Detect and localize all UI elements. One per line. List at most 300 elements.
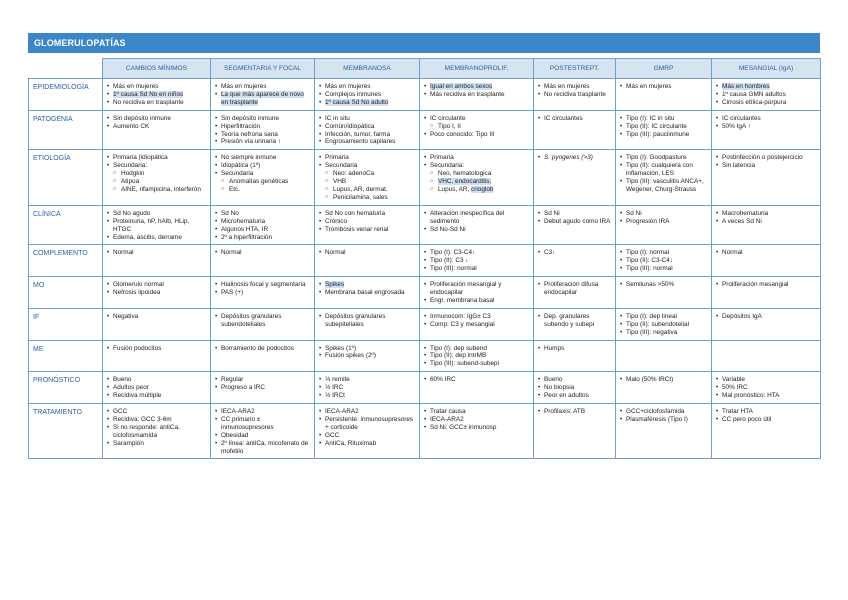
list-item xyxy=(215,416,310,432)
item-text: Recidiva: GCC 3-6m xyxy=(113,415,172,423)
list-item xyxy=(319,384,415,392)
list-item xyxy=(215,131,310,139)
item-text: C3↓ xyxy=(544,249,556,257)
column-header: MEMBRANOPROLIF. xyxy=(420,59,534,79)
item-text: 2º línea: antiCa, micofenato de mofetilo xyxy=(221,439,309,455)
item-text: Aumento CK xyxy=(113,122,150,130)
list-item xyxy=(424,162,529,170)
list-item xyxy=(107,281,206,289)
table-cell xyxy=(211,205,315,245)
item-text: Sd Ni xyxy=(626,209,642,217)
list-item xyxy=(107,83,206,91)
table-cell xyxy=(315,340,420,372)
item-text: Proliferación mesangial xyxy=(722,281,789,289)
list-item xyxy=(107,313,206,321)
table-cell xyxy=(420,205,534,245)
list-item xyxy=(319,123,415,131)
list-item xyxy=(620,408,707,416)
item-text: GCC xyxy=(113,408,128,415)
item-text: Más recidiva en trasplante xyxy=(430,90,505,98)
item-text: Cirrosis etílica-púrpura xyxy=(722,98,787,106)
header-row xyxy=(29,59,821,79)
item-text: Tipo (III): pauciinmune xyxy=(626,130,690,138)
table-cell xyxy=(315,205,420,245)
list-item xyxy=(538,154,611,162)
item-text: Tipo (II): cualquiera con inflamación, LES xyxy=(626,162,693,178)
table-cell xyxy=(211,404,315,459)
table-cell xyxy=(712,308,821,340)
item-text: GCC+ciclofosfamida xyxy=(626,408,685,415)
item-text: Tipo (I): dep subend xyxy=(430,344,487,352)
list-item xyxy=(716,115,816,123)
table-cell xyxy=(420,277,534,309)
item-text: Sd Ni: GCC± inmunosp xyxy=(430,423,497,431)
list-item xyxy=(107,384,206,392)
table-cell xyxy=(103,340,211,372)
item-text: Más en hombres xyxy=(722,83,770,90)
item-text: Proliferación difusa endocapilar xyxy=(544,281,599,297)
item-text: Lupus, AR, dermat. xyxy=(333,185,388,193)
list-item xyxy=(620,321,707,329)
item-text: 1º causa GMN adultos xyxy=(722,90,786,98)
list-item xyxy=(538,345,611,353)
table-cell xyxy=(616,340,712,372)
list-item xyxy=(107,123,206,131)
list-item xyxy=(538,249,611,257)
item-text: 1º causa Sd No adulto xyxy=(325,98,389,106)
item-text: Dep. granulares subendo y subepi xyxy=(544,312,595,328)
table-cell xyxy=(315,150,420,205)
item-text: Edema, ascitis, derrame xyxy=(113,233,182,241)
table-cell xyxy=(211,79,315,111)
item-text: Primaria xyxy=(325,154,349,162)
list-item xyxy=(424,249,529,257)
table-cell xyxy=(712,110,821,150)
item-text: Secundaria: xyxy=(430,162,465,170)
item-text: Normal xyxy=(325,249,346,257)
list-item xyxy=(215,345,310,353)
list-item xyxy=(716,281,816,289)
table-row xyxy=(29,404,821,459)
highlight: crioglob xyxy=(471,185,494,193)
item-text: Debut agudo como IRA xyxy=(544,217,611,225)
list-item xyxy=(538,408,611,416)
item-text: S. pyogenes (>3) xyxy=(544,154,593,162)
list-item xyxy=(215,123,310,131)
table-cell xyxy=(420,372,534,404)
list-item xyxy=(538,91,611,99)
list-item xyxy=(620,178,707,194)
item-text: ⅓ remite xyxy=(325,376,350,384)
list-item xyxy=(319,210,415,218)
row-header: PATOGENIA xyxy=(29,110,103,150)
item-text: Normal xyxy=(221,249,242,257)
list-item xyxy=(620,83,707,91)
item-text: Secundaria: xyxy=(113,162,148,170)
table-cell xyxy=(712,372,821,404)
table-cell xyxy=(103,308,211,340)
list-item xyxy=(319,99,415,107)
list-item xyxy=(424,154,529,162)
list-item xyxy=(620,257,707,265)
table-cell xyxy=(211,277,315,309)
table-cell xyxy=(103,245,211,277)
item-text: CC pero poco útil xyxy=(722,415,772,423)
item-text: Sd No xyxy=(221,209,239,217)
row-header: CLÍNICA xyxy=(29,205,103,245)
list-item xyxy=(215,170,310,178)
list-item xyxy=(215,226,310,234)
table-row xyxy=(29,79,821,111)
item-text: IC circulante xyxy=(430,114,466,122)
list-item xyxy=(716,313,816,321)
list-item xyxy=(107,234,206,242)
table-cell xyxy=(211,372,315,404)
table-cell xyxy=(211,340,315,372)
list-item xyxy=(319,91,415,99)
item-text: Spikes xyxy=(325,281,345,289)
table-cell xyxy=(616,150,712,205)
glomerulopathy-table xyxy=(28,58,821,459)
page-title: GLOMERULOPATÍAS xyxy=(28,33,820,53)
list-item xyxy=(424,265,529,273)
item-text: Tipo (I): Goodpasture xyxy=(626,154,687,162)
table-cell xyxy=(420,245,534,277)
item-text: Tipo (I): dep lineal xyxy=(626,312,677,320)
item-text: 50% IRC xyxy=(722,384,748,392)
table-cell xyxy=(616,308,712,340)
item-text: Sd No agudo xyxy=(113,209,151,217)
table-cell xyxy=(315,79,420,111)
list-item xyxy=(424,131,529,139)
list-item xyxy=(107,162,206,170)
table-cell xyxy=(420,308,534,340)
row-header: ETIOLOGÍA xyxy=(29,150,103,205)
list-item xyxy=(319,392,415,400)
list-item xyxy=(620,313,707,321)
list-item xyxy=(215,376,310,384)
table-cell xyxy=(534,340,616,372)
item-text: Recidiva múltiple xyxy=(113,392,162,400)
table-cell xyxy=(211,245,315,277)
list-item xyxy=(319,416,415,432)
list-item xyxy=(620,281,707,289)
item-text: Secundaria xyxy=(325,162,358,170)
row-header: MO xyxy=(29,277,103,309)
item-text: Sd Ni xyxy=(544,209,560,217)
item-text: Tipo (III): vasculitis ANCA+, Wegener, Churg-Strauss xyxy=(626,178,704,193)
item-text: Sin depósito inmune xyxy=(113,114,171,122)
item-text: 50% IgA ↑ xyxy=(722,122,751,130)
list-item xyxy=(620,249,707,257)
item-text: ⅓ IRCt xyxy=(325,392,345,400)
table-cell xyxy=(534,110,616,150)
page xyxy=(28,33,820,459)
list-item xyxy=(319,131,415,139)
row-header: IF xyxy=(29,308,103,340)
item-text: Glomerulo normal xyxy=(113,281,164,289)
list-item xyxy=(424,352,529,360)
item-text: Fusión podocitos xyxy=(113,344,162,352)
list-item xyxy=(424,226,529,234)
list-item xyxy=(716,210,816,218)
list-item xyxy=(215,210,310,218)
item-text: IC in situ xyxy=(325,114,350,122)
list-item xyxy=(215,186,310,194)
list-item xyxy=(215,289,310,297)
item-text: Neo, hematologica xyxy=(438,170,492,178)
item-text: Tipo (II): dep intrMB xyxy=(430,352,487,360)
list-item xyxy=(215,178,310,186)
table-cell xyxy=(420,79,534,111)
table-cell xyxy=(103,372,211,404)
list-item xyxy=(319,194,415,202)
table-row xyxy=(29,150,821,205)
list-item xyxy=(107,289,206,297)
item-text: Sarampión xyxy=(113,439,144,447)
item-text: AINE, rifampicina, interferón xyxy=(121,185,201,193)
table-cell xyxy=(534,245,616,277)
column-header: GMRP xyxy=(616,59,712,79)
table-cell xyxy=(616,110,712,150)
item-text: Etc. xyxy=(229,185,241,193)
item-text: 1º causa Sd No en niños xyxy=(113,90,184,98)
item-text: Secundaria xyxy=(221,170,254,178)
list-item xyxy=(319,115,415,123)
item-text: Progresión IRA xyxy=(626,217,670,225)
table-cell xyxy=(712,340,821,372)
list-item xyxy=(319,313,415,329)
list-item xyxy=(319,432,415,440)
table-cell xyxy=(712,205,821,245)
list-item xyxy=(716,416,816,424)
table-cell xyxy=(211,110,315,150)
item-text: Más en mujeres xyxy=(626,83,672,90)
list-item xyxy=(215,440,310,456)
item-text: Teoría nefrona sana xyxy=(221,130,278,138)
list-item xyxy=(424,416,529,424)
table-cell xyxy=(315,308,420,340)
item-text: Neo: adenoCa xyxy=(333,170,375,178)
item-text: Bueno xyxy=(544,376,563,384)
list-item xyxy=(319,289,415,297)
list-item xyxy=(215,408,310,416)
item-text: Complejos inmunes xyxy=(325,90,382,98)
item-text: PAS (+) xyxy=(221,289,244,297)
table-row xyxy=(29,245,821,277)
table-row xyxy=(29,205,821,245)
item-text: La que más aparece de novo en trasplante xyxy=(221,90,304,106)
list-item xyxy=(424,424,529,432)
list-item xyxy=(319,138,415,146)
list-item xyxy=(107,440,206,448)
item-text: Trombosis venar renal xyxy=(325,225,389,233)
list-item xyxy=(620,115,707,123)
item-text: Si no responde: antiCa, ciclofosmamida xyxy=(113,423,180,439)
list-item xyxy=(107,392,206,400)
item-text: Borramiento de podocitos xyxy=(221,344,294,352)
row-header: TRATAMIENTO xyxy=(29,404,103,459)
list-item xyxy=(538,392,611,400)
column-header: CAMBIOS MÍNIMOS xyxy=(103,59,211,79)
list-item xyxy=(716,91,816,99)
table-cell xyxy=(534,404,616,459)
list-item xyxy=(620,416,707,424)
item-text: Tratar HTA xyxy=(722,408,753,415)
list-item xyxy=(319,408,415,416)
item-text: Inmunocom: IgG± C3 xyxy=(430,312,491,320)
item-text: Proliferación mesangial y endocapilar xyxy=(430,281,502,297)
item-text: Más en mujeres xyxy=(221,83,267,90)
table-cell xyxy=(315,277,420,309)
table-cell xyxy=(534,205,616,245)
item-text: No biopsia xyxy=(544,384,575,392)
corner-cell xyxy=(29,59,103,79)
table-row xyxy=(29,110,821,150)
list-item xyxy=(319,440,415,448)
item-text: Mal pronóstico: HTA xyxy=(722,392,780,400)
table-cell xyxy=(712,404,821,459)
item-text: Poco conocido: Tipo III xyxy=(430,130,495,138)
item-text: Algunos HTA, IR xyxy=(221,225,269,233)
list-item xyxy=(424,83,529,91)
table-cell xyxy=(712,245,821,277)
list-item xyxy=(107,170,206,178)
table-cell xyxy=(103,277,211,309)
table-cell xyxy=(103,150,211,205)
list-item xyxy=(107,154,206,162)
item-text: 60% IRC xyxy=(430,376,456,384)
list-item xyxy=(215,154,310,162)
list-item xyxy=(215,91,310,107)
item-text: IECA-ARA2 xyxy=(430,415,464,423)
item-text: Macrohematuria xyxy=(722,209,769,217)
list-item xyxy=(424,321,529,329)
list-item xyxy=(215,384,310,392)
list-item xyxy=(215,432,310,440)
table-cell xyxy=(420,404,534,459)
row-header: COMPLEMENTO xyxy=(29,245,103,277)
item-text: Normal xyxy=(113,249,134,257)
list-item xyxy=(716,154,816,162)
list-item xyxy=(424,297,529,305)
list-item xyxy=(319,281,415,289)
column-header: POSTESTREPT. xyxy=(534,59,616,79)
list-item xyxy=(716,218,816,226)
table-row xyxy=(29,340,821,372)
item-text: Idiopática (1º) xyxy=(221,162,261,170)
item-text: Más en mujeres xyxy=(544,83,590,90)
list-item xyxy=(424,91,529,99)
item-text: AntiCa, Rituximab xyxy=(325,439,377,447)
list-item xyxy=(319,178,415,186)
list-item xyxy=(319,83,415,91)
item-text: Presión vía urinaria ↑ xyxy=(221,138,282,146)
item-text: Tipo (II): C3 ↓ xyxy=(430,257,469,265)
list-item xyxy=(620,329,707,337)
list-item xyxy=(716,162,816,170)
column-header: MESANGIAL (IgA) xyxy=(712,59,821,79)
table-cell xyxy=(420,110,534,150)
list-item xyxy=(620,210,707,218)
item-text: Sin latencia xyxy=(722,162,756,170)
list-item xyxy=(215,234,310,242)
item-text: A veces Sd Ni xyxy=(722,217,762,225)
list-item xyxy=(107,99,206,107)
item-text: Nefrosis lipoidea xyxy=(113,289,161,297)
table-row xyxy=(29,308,821,340)
list-item xyxy=(319,186,415,194)
table-cell xyxy=(534,372,616,404)
item-text: Obesidad xyxy=(221,431,249,439)
list-item xyxy=(319,345,415,353)
item-text: No recidiva trasplante xyxy=(544,90,606,98)
table-cell xyxy=(616,404,712,459)
table-cell xyxy=(712,150,821,205)
item-text: CC primario ± inmunosupresores xyxy=(221,415,274,431)
item-text: Más en mujeres xyxy=(325,83,371,90)
item-text: Humps xyxy=(544,344,565,352)
table-cell xyxy=(315,110,420,150)
item-text: Regular xyxy=(221,376,244,384)
item-text: ⅓ IRC xyxy=(325,384,344,392)
item-text: IC circulantes xyxy=(544,114,583,122)
list-item xyxy=(215,281,310,289)
list-item xyxy=(107,115,206,123)
item-text: No siempre inmune xyxy=(221,154,277,162)
item-text: Membrana basal engrosada xyxy=(325,289,405,297)
list-item xyxy=(319,376,415,384)
table-cell xyxy=(211,308,315,340)
list-item xyxy=(424,186,529,194)
item-text: Fusión spikes (2º) xyxy=(325,352,376,360)
table-cell xyxy=(315,372,420,404)
list-item xyxy=(424,408,529,416)
item-text: Peor en adultos xyxy=(544,392,589,400)
item-text: No recidiva en trasplante xyxy=(113,98,184,106)
table-cell xyxy=(103,79,211,111)
list-item xyxy=(716,99,816,107)
item-text: Comp: C3 y mesangial xyxy=(430,320,495,328)
list-item xyxy=(107,416,206,424)
item-text: Tipo I, II xyxy=(438,122,461,130)
list-item xyxy=(215,162,310,170)
item-text: Variable xyxy=(722,376,745,384)
item-text: Adultos peor xyxy=(113,384,149,392)
list-item xyxy=(424,376,529,384)
table-cell xyxy=(616,245,712,277)
list-item xyxy=(620,218,707,226)
column-header: MEMBRANOSA xyxy=(315,59,420,79)
list-item xyxy=(716,249,816,257)
table-cell xyxy=(103,205,211,245)
item-text: Tipo (II): IC circulante xyxy=(626,122,687,130)
item-text: Alteración inespecífica del sedimento xyxy=(430,209,505,225)
list-item xyxy=(620,376,707,384)
item-text: Spikes (1º) xyxy=(325,344,357,352)
list-item xyxy=(620,154,707,162)
item-text: Engrosamiento capilares xyxy=(325,138,396,146)
list-item xyxy=(620,123,707,131)
table-cell xyxy=(420,150,534,205)
item-text: GCC xyxy=(325,431,340,439)
item-text: Depósitos granulares subendoteliales xyxy=(221,312,282,328)
item-text: Tipo (III): normal xyxy=(626,265,673,273)
item-text: Profilaxis: ATB xyxy=(544,408,586,415)
item-text: Postinfección o postejercicio xyxy=(722,154,803,162)
item-text: Infección, tumor, farma xyxy=(325,130,390,138)
item-text: 2º a hiperfiltración xyxy=(221,233,273,241)
